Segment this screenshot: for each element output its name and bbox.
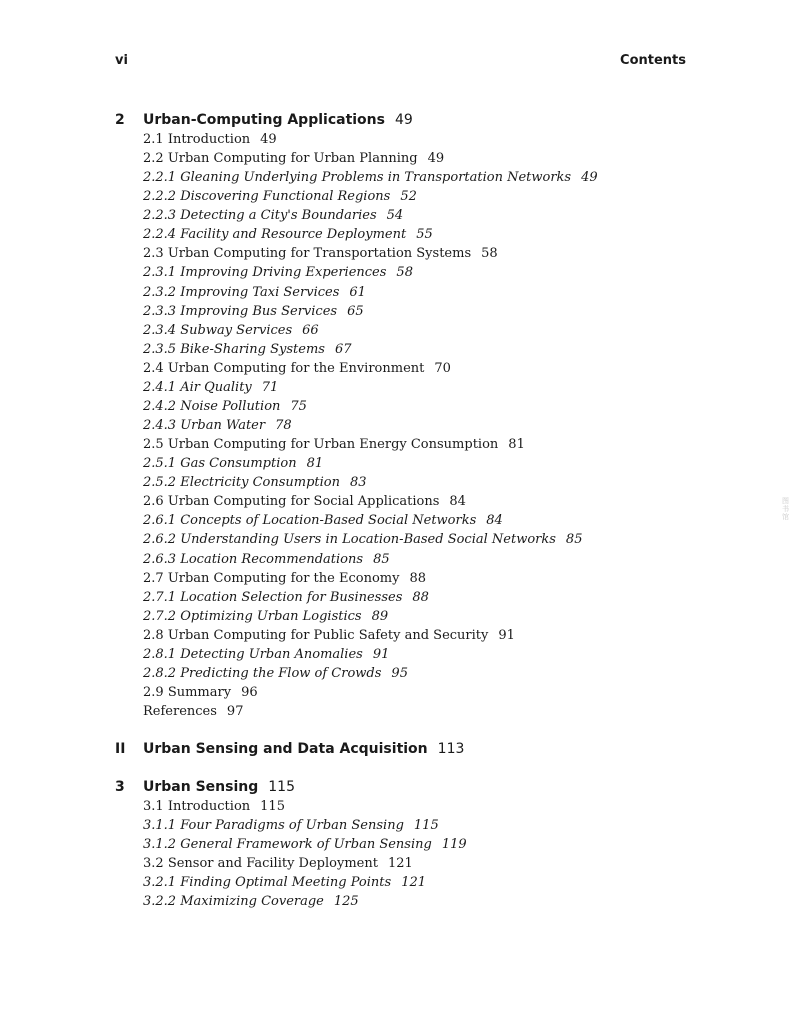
- section-number: 3.2.1: [143, 875, 181, 891]
- section-page: 97: [226, 704, 244, 720]
- section-number: 2.7: [143, 570, 168, 586]
- section-page: 85: [565, 532, 583, 548]
- section-number: 2.6: [143, 494, 168, 510]
- chapter-3-title: Urban Sensing: [143, 779, 259, 795]
- section-title: Gleaning Underlying Problems in Transportation Networks: [180, 170, 572, 186]
- section-number: 2.8.2: [143, 665, 181, 681]
- section-page: 75: [290, 398, 307, 414]
- section-page: 49: [427, 151, 445, 167]
- toc-entry[interactable]: [143, 609, 388, 625]
- section-title: Subway Services: [180, 322, 293, 338]
- toc-entry[interactable]: [143, 189, 417, 205]
- toc-entry[interactable]: [143, 666, 408, 682]
- toc-entry[interactable]: [143, 837, 467, 853]
- section-page: 85: [373, 551, 390, 567]
- section-number: 2.3.5: [143, 341, 181, 357]
- section-title: Urban Computing for the Economy: [167, 570, 400, 586]
- section-number: 2.6.3: [143, 551, 181, 567]
- library-stamp: 图书馆: [782, 497, 789, 521]
- section-page: 65: [347, 303, 364, 319]
- section-title: Discovering Functional Regions: [180, 189, 391, 205]
- toc-entry[interactable]: [143, 799, 285, 815]
- section-page: 61: [349, 284, 366, 300]
- section-title: Urban Computing for Public Safety and Security: [167, 627, 489, 643]
- section-title: Optimizing Urban Logistics: [180, 608, 362, 624]
- section-page: 91: [498, 627, 515, 643]
- chapter-2-page: 49: [394, 112, 413, 128]
- section-number: 2.4.2: [143, 398, 181, 414]
- page-number: vi: [115, 53, 128, 68]
- section-number: 2.4.1: [143, 379, 181, 395]
- section-page: 125: [333, 894, 359, 910]
- section-number: 2.5.2: [143, 475, 181, 491]
- section-page: 95: [391, 665, 408, 681]
- section-number: 2.5: [143, 437, 168, 453]
- section-number: 2.3.4: [143, 322, 181, 338]
- section-page: 81: [306, 456, 324, 472]
- chapter-3-heading[interactable]: [143, 778, 295, 796]
- section-page: 89: [371, 608, 389, 624]
- chapter-3-number: 3: [115, 779, 125, 795]
- toc-entry[interactable]: [143, 418, 292, 434]
- toc-entry[interactable]: [143, 456, 323, 472]
- section-title: Four Paradigms of Urban Sensing: [180, 818, 404, 834]
- section-page: 121: [401, 875, 427, 891]
- section-title: Gas Consumption: [180, 456, 297, 472]
- section-page: 121: [387, 856, 413, 872]
- section-title: Noise Pollution: [180, 398, 281, 414]
- section-page: 115: [260, 799, 285, 814]
- section-title: Sensor and Facility Deployment: [167, 856, 378, 872]
- toc-entry[interactable]: [143, 208, 403, 224]
- toc-entry[interactable]: [143, 552, 390, 568]
- section-number: 2.7.2: [143, 608, 181, 624]
- section-number: 3.2: [143, 856, 168, 872]
- section-page: 84: [486, 513, 503, 529]
- section-page: 54: [386, 208, 404, 224]
- chapter-3-page: 115: [268, 779, 295, 795]
- section-number: 2.2.2: [143, 189, 181, 205]
- toc-entry[interactable]: [143, 818, 439, 834]
- part-ii-page: 113: [437, 741, 465, 757]
- section-number: 2.4: [143, 360, 168, 376]
- section-number: 2.4.3: [143, 418, 181, 434]
- section-number: 2.7.1: [143, 589, 181, 605]
- toc-entry[interactable]: [143, 494, 466, 510]
- section-page: 119: [441, 837, 467, 853]
- toc-entry[interactable]: [143, 532, 582, 548]
- section-title: Maximizing Coverage: [180, 894, 324, 910]
- section-number: 3.1: [143, 799, 168, 814]
- section-number: 2.6.1: [143, 513, 181, 529]
- section-number: 2.6.2: [143, 532, 181, 548]
- section-number: 2.1: [143, 132, 168, 147]
- section-title: Understanding Users in Location-Based Social Networks: [180, 532, 556, 548]
- toc-entry[interactable]: [143, 323, 319, 339]
- section-title: Urban Computing for Social Applications: [167, 494, 440, 510]
- section-page: 71: [261, 379, 279, 395]
- section-title: Urban Water: [180, 418, 266, 434]
- section-title: Urban Computing for Transportation Systems: [167, 246, 472, 262]
- toc-entry[interactable]: [143, 361, 451, 377]
- toc-entry[interactable]: [143, 265, 413, 281]
- section-page: 81: [508, 437, 525, 453]
- toc-entry[interactable]: [143, 571, 426, 587]
- section-number: 2.3: [143, 246, 168, 262]
- section-number: 2.2.4: [143, 227, 181, 243]
- section-title: Finding Optimal Meeting Points: [180, 875, 392, 891]
- toc-entry[interactable]: [143, 685, 258, 701]
- section-title: Facility and Resource Deployment: [180, 227, 407, 243]
- section-title: Introduction: [167, 132, 251, 147]
- section-number: 2.8.1: [143, 646, 181, 662]
- toc-entry[interactable]: [143, 513, 503, 529]
- section-number: 2.3.3: [143, 303, 181, 319]
- section-page: 49: [260, 132, 277, 147]
- section-page: 83: [350, 475, 367, 491]
- toc-entry[interactable]: [143, 856, 413, 872]
- section-title: Predicting the Flow of Crowds: [180, 665, 382, 681]
- toc-entry[interactable]: [143, 304, 364, 320]
- section-number: 3.1.2: [143, 837, 181, 853]
- section-number: 2.3.1: [143, 265, 181, 281]
- section-page: 66: [302, 322, 319, 338]
- chapter-2-title: Urban-Computing Applications: [143, 112, 385, 128]
- toc-entry[interactable]: [143, 227, 433, 243]
- section-page: 55: [416, 227, 433, 243]
- section-page: 70: [434, 360, 451, 376]
- chapter-2-heading[interactable]: [143, 111, 413, 129]
- section-title: Detecting a City's Boundaries: [180, 208, 377, 224]
- section-title: Bike-Sharing Systems: [180, 341, 325, 357]
- toc-entry[interactable]: [143, 246, 498, 262]
- section-page: 96: [241, 685, 258, 701]
- section-number: 2.2: [143, 151, 168, 167]
- section-page: 115: [413, 818, 439, 834]
- chapter-2-number: 2: [115, 112, 125, 128]
- running-title: Contents: [620, 53, 686, 68]
- section-title: Summary: [167, 685, 232, 701]
- section-title: Improving Taxi Services: [180, 284, 340, 300]
- section-title: Electricity Consumption: [180, 475, 340, 491]
- toc-entry[interactable]: [143, 628, 515, 644]
- section-title: Location Selection for Businesses: [180, 589, 403, 605]
- section-title: Urban Computing for Urban Energy Consumption: [167, 437, 499, 453]
- part-ii-number: II: [115, 741, 126, 757]
- section-number: 2.9: [143, 685, 168, 701]
- section-number: 2.3.2: [143, 284, 181, 300]
- section-number: 3.2.2: [143, 894, 181, 910]
- toc-entry[interactable]: [143, 437, 525, 453]
- section-title: Detecting Urban Anomalies: [180, 646, 363, 662]
- toc-entry[interactable]: [143, 380, 278, 396]
- section-title: References: [143, 704, 217, 720]
- toc-entry[interactable]: [143, 475, 367, 491]
- section-title: General Framework of Urban Sensing: [180, 837, 432, 853]
- section-page: 88: [409, 570, 426, 586]
- section-page: 67: [334, 341, 352, 357]
- toc-entry[interactable]: [143, 704, 243, 720]
- section-title: Improving Bus Services: [180, 303, 338, 319]
- section-page: 78: [275, 418, 292, 434]
- section-number: 2.2.3: [143, 208, 181, 224]
- toc-entry[interactable]: [143, 342, 352, 358]
- section-page: 88: [412, 589, 429, 605]
- section-title: Urban Computing for the Environment: [167, 360, 425, 376]
- part-ii-title: Urban Sensing and Data Acquisition: [143, 741, 428, 757]
- toc-entry[interactable]: [143, 170, 598, 186]
- section-number: 3.1.1: [143, 818, 181, 834]
- section-title: Introduction: [167, 799, 251, 814]
- section-number: 2.2.1: [143, 170, 181, 186]
- toc-entry[interactable]: [143, 285, 366, 301]
- toc-entry[interactable]: [143, 647, 389, 663]
- section-title: Location Recommendations: [180, 551, 364, 567]
- toc-entry[interactable]: [143, 894, 359, 910]
- section-title: Urban Computing for Urban Planning: [167, 151, 418, 167]
- section-page: 91: [372, 646, 390, 662]
- section-number: 2.8: [143, 627, 168, 643]
- toc-entry[interactable]: [143, 875, 426, 891]
- part-ii-heading[interactable]: [143, 740, 464, 758]
- toc-entry[interactable]: [143, 399, 307, 415]
- toc-entry[interactable]: [143, 151, 444, 167]
- section-number: 2.5.1: [143, 456, 181, 472]
- toc-entry[interactable]: [143, 132, 277, 148]
- section-page: 52: [400, 189, 417, 205]
- section-title: Improving Driving Experiences: [180, 265, 387, 281]
- section-title: Concepts of Location-Based Social Networks: [180, 513, 477, 529]
- section-page: 84: [449, 494, 466, 510]
- section-page: 58: [481, 246, 498, 262]
- section-title: Air Quality: [180, 379, 252, 395]
- toc-entry[interactable]: [143, 590, 429, 606]
- section-page: 49: [581, 170, 598, 186]
- section-page: 58: [396, 265, 413, 281]
